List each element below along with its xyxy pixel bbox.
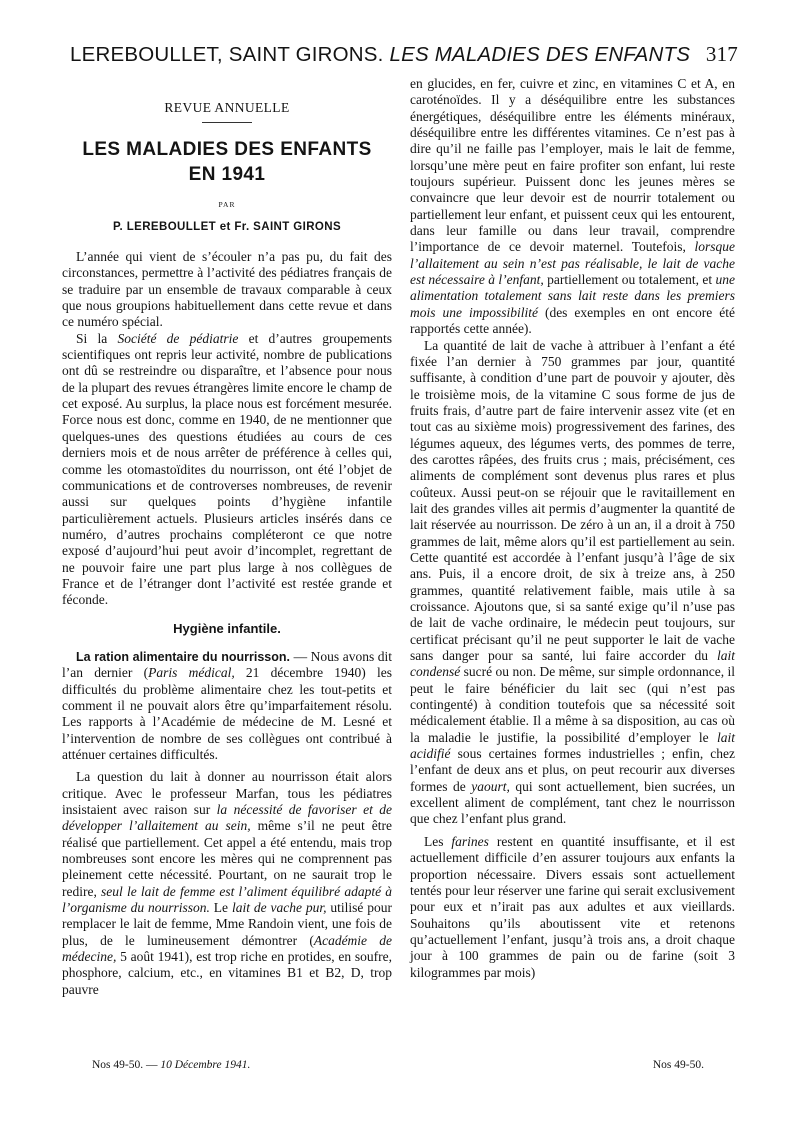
left-column <box>62 76 392 998</box>
footer-issue-number: Nos 49-50. — <box>92 1059 161 1071</box>
italic-run: seul le lait de femme est l’aliment équilibré adapté à l’organisme du nourrisson. <box>62 883 392 916</box>
running-head-journal: LES MALADIES DES ENFANTS <box>389 43 691 66</box>
text-run: restent en quantité insuffisante, et il est actuellement difficile d’en assurer toujours aux enfants la proportion nécessaire. Divers essais sont actuellement tentés pour leur réserver une farine qui serait exclusivement pour eux et n’irait pas aux adultes et aux vieillards. Souhaitons qu’ils aboutissent vite et retenons qu’actuellement l’enfant, jusqu’à trois ans, a droit chaque jour à 100 grammes de pain ou de farine (soit 3 kilogrammes par mois) <box>410 833 735 980</box>
paragraph-farines <box>410 834 735 981</box>
text-run: La question du lait à donner au nourrisson était alors critique. Avec le professeur Marfan, tous les pédiatres insistaient avec raison sur <box>62 769 392 818</box>
article-title-line-1: LES MALADIES DES ENFANTS <box>82 139 372 161</box>
text-run: (des exemples en ont encore été rapportés cette année). <box>410 304 736 337</box>
italic-run: Société de pédiatrie <box>117 330 239 346</box>
text-run: utilisé pour remplacer le lait de femme, Mme Randoin vient, une fois de plus, de le lumineusement démontrer ( <box>62 900 393 948</box>
text-run: partiellement ou totalement, et <box>543 272 716 288</box>
italic-run: Académie de médecine, <box>62 932 392 965</box>
text-run: et d’autres groupements scientifiques ont repris leur activité, nombre de publications ont dû se restreindre ou disparaître, et l’absence pour nous de la plupart des revues étrangères limite encore le champ de cet exposé. Au surplus, la place nous est forcément mesurée. Force nous est donc, comme en 1940, de ne mentionner que quelques-unes des questions étudiées au cours de ces derniers mois et de nous arrêter de préférence à celles qui, comme les otomastoïdites du nourrisson, ont été l’objet de communications et de controverses nombreuses, de revenir aussi sur quelques points d’hygiène infantile particulièrement actuels. Plusieurs articles insérés dans ce numéro, d’autres prochains compléteront ce que notre exposé d’aujourd’hui peut avoir d’incomplet, regrettant de ne pouvoir faire une part plus large à nos collègues de France et de l’étranger dont l’activité est restée grande et féconde. <box>62 330 392 608</box>
italic-run: lait de vache pur, <box>231 900 327 916</box>
footer-issue <box>92 1059 250 1071</box>
lead-in-heading: La ration alimentaire du nourrisson. <box>76 649 290 664</box>
footer-date: 10 Décembre 1941. <box>160 1059 251 1071</box>
article-title <box>62 137 392 187</box>
italic-run: Paris médical, <box>148 665 235 681</box>
article-authors: P. LEREBOULLET et Fr. SAINT GIRONS <box>112 220 342 233</box>
running-head-text <box>70 43 690 67</box>
text-run: sucré ou non. De même, sur simple ordonnance, il peut le faire bénéficier du lait sec (qui n’est pas contingenté) à condition toutefois que sa nécessité soit médicalement établie. Il a même à sa disposition, au cas où la maladie le justifie, la possibilité d’employer le <box>410 664 735 745</box>
italic-run: farines <box>451 833 489 849</box>
paragraph-ration <box>62 649 392 763</box>
paragraph-societe <box>62 331 392 609</box>
article-title-line-2: EN 1941 <box>188 164 266 186</box>
italic-run: lorsque l’allaitement au sein n’est pas réalisable, le lait de vache est nécessaire à l’enfant, <box>410 239 735 288</box>
text-run: Les <box>424 833 452 849</box>
page-number: 317 <box>705 42 738 66</box>
right-column <box>410 76 735 981</box>
text-run: 21 décembre 1940) les difficultés du problème alimentaire chez les tout-petits et comment il ne pouvait alors être qu’imparfaitement résolu. Les rapports à l’Académie de médecine de M. Lesné et l’intervention de nombre de ses collègues ont contribué à atténuer certaines difficultés. <box>62 665 392 762</box>
paragraph-intro: L’année qui vient de s’écouler n’a pas pu, du fait des circonstances, permettre à l’activité des pédiatres français de se traduire par un ensemble de travaux comparable à ceux que nous groupions habituellement dans cette revue et dans ce numéro spécial. <box>62 249 392 330</box>
running-head <box>70 42 738 70</box>
italic-run: lait acidifié <box>410 729 735 762</box>
italic-run: la nécessité de favoriser et de développer l’allaitement au sein, <box>62 802 392 834</box>
text-run: qui sont actuellement, bien sucrées, un excellent aliment de complément, tant chez le nourrisson que chez l’enfant plus grand. <box>410 778 735 827</box>
paragraph-quantite-lait <box>410 338 735 828</box>
text-run: en glucides, en fer, cuivre et zinc, en vitamines C et A, en caroténoïdes. Il y a déséquilibre entre les substances énergétiques, déséquilibre entre les éléments minéraux, déséquilibre entre les différentes vitamines. Ce n’est pas à dire qu’il ne faille pas l’employer, mais le lait de femme, lorsqu’une mère peut en faire profiter son enfant, lui reste toujours supérieur. Puissent donc les jeunes mères se convaincre que leur devoir est de nourrir totalement ou partiellement leur enfant, et puissent ceux qui les entourent, dans leur famille ou dans leur travail, comprendre l’importance de ce devoir maternel. Toutefois, <box>410 76 735 255</box>
text-run: 5 août 1941), est trop riche en protides, en soufre, phosphore, calcium, etc., en vitamines B1 et B2, D, trop pauvre <box>62 949 392 997</box>
running-head-authors: LEREBOULLET, SAINT GIRONS. <box>70 43 384 66</box>
italic-run: lait condensé <box>410 648 735 680</box>
italic-run: yaourt, <box>471 778 510 794</box>
article-byline-par: PAR <box>218 200 236 210</box>
section-divider <box>202 122 252 123</box>
text-run: sous certaines formes industrielles ; enfin, chez l’enfant de deux ans et plus, on peut recourir aux diverses formes de <box>410 746 735 794</box>
text-run: même s’il ne peut être réalisé que partiellement. Cet appel a été entendu, mais trop nombreuses sont encore les mères qui ne comprennent pas pleinement cette nécessité. Pourtant, on ne saurait trop le redire, <box>62 818 393 899</box>
section-label: REVUE ANNUELLE <box>164 100 290 115</box>
paragraph-continuation <box>410 76 735 338</box>
text-run: Le <box>209 900 232 916</box>
text-run: — Nous avons dit l’an dernier ( <box>62 648 393 681</box>
paragraph-question-lait <box>62 769 392 998</box>
italic-run: une alimentation totalement sans lait reste dans les premiers mois une impossibilité <box>410 272 735 320</box>
subheading-hygiene: Hygiène infantile. <box>173 620 281 636</box>
text-run: La quantité de lait de vache à attribuer à l’enfant a été fixée l’an dernier à 750 grammes par jour, quantité suffisante, à condition d’une part de pouvoir y ajouter, dès le troisième mois, de la vitamine C sous forme de jus de fruits frais, d’autre part de faire intervenir assez vite (et en tout cas au sixième mois) progressivement des farines, des légumes aqueux, des légumes verts, des pommes de terre, des carottes râpées, des fruits crus ; mais, précisément, ces aliments de complément sont devenus plus rares et plus coûteux. Aussi peut-on se réjouir que le ravitaillement en lait des grandes villes ait permis d’augmenter la quantité de lait réservée au nourrisson. De zéro à un an, il a droit à 750 grammes de lait, même alors qu’il est partiellement au sein. Cette quantité est accordée à l’enfant jusqu’à l’âge de six ans. Puis, il a encore droit, de six à treize ans, à 250 grammes, quantité relativement faible, mais utile à sa croissance. Ajoutons que, si sa santé exige qu’il n’use pas de lait de vache ordinaire, le médecin peut toujours, sur certificat précisant qu’il ne peut supporter le lait de vache sans danger pour sa santé, lui faire accorder du <box>410 337 735 664</box>
text-run: Si la <box>76 330 118 346</box>
footer-issue-right: Nos 49-50. <box>652 1059 704 1071</box>
